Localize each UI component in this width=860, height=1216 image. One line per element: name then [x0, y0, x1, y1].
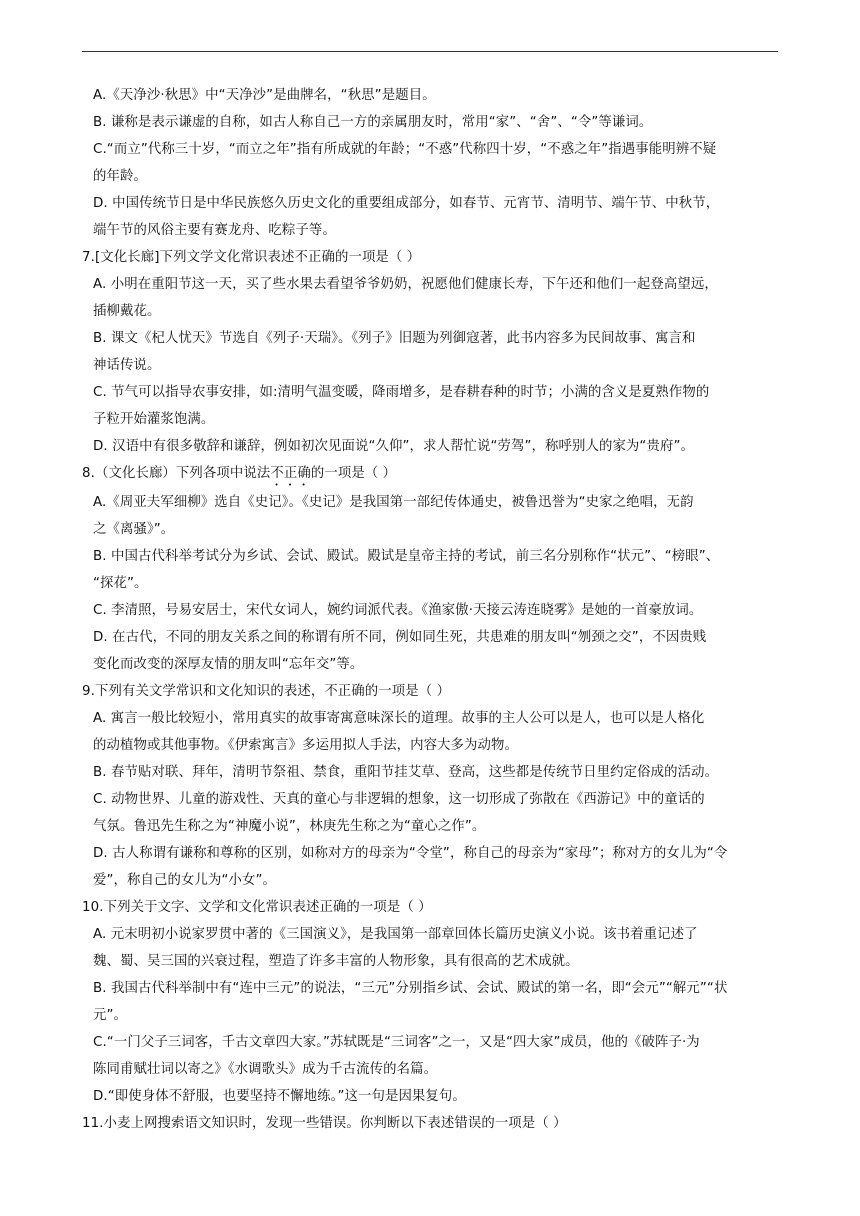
option-continuation: 神话传说。: [93, 358, 161, 373]
answer-option: A. 小明在重阳节这一天，买了些水果去看望爷爷奶奶，祝愿他们健康长寿，下午还和他们一起登高望远，: [93, 277, 718, 292]
option-continuation: 魏、蜀、吴三国的兴衰过程，塑造了许多丰富的人物形象，具有很高的艺术成就。: [93, 954, 579, 969]
question-text: 的一项是（ ）: [310, 466, 397, 481]
question-stem: [82, 460, 782, 489]
option-continuation: 之《离骚》”。: [93, 522, 175, 537]
answer-option: A.《天净沙·秋思》中“天净沙”是曲牌名，“秋思”是题目。: [93, 88, 436, 103]
document-body: [82, 82, 782, 1137]
answer-option: A. 寓言一般比较短小，常用真实的故事寄寓意味深长的道理。故事的主人公可以是人，也可以是人格化: [93, 711, 705, 726]
answer-option: B. 课文《杞人忧天》节选自《列子·天瑞》。《列子》旧题为列御寇著，此书内容多为民间故事、寓言和: [93, 331, 696, 346]
answer-option: A. 元末明初小说家罗贯中著的《三国演义》，是我国第一部章回体长篇历史演义小说。该书着重记述了: [93, 927, 698, 942]
answer-option: D.“即使身体不舒服，也要坚持不懈地练。”这一句是因果复句。: [93, 1089, 466, 1104]
option-continuation: 端午节的风俗主要有赛龙舟、吃粽子等。: [93, 223, 336, 238]
option-continuation: 陈同甫赋壮词以寄之》《水调歌头》成为千古流传的名篇。: [93, 1062, 438, 1077]
answer-option: D. 汉语中有很多敬辞和谦辞，例如初次见面说“久仰”，求人帮忙说“劳驾”，称呼别人的家为“贵府”。: [93, 439, 694, 454]
answer-option: A.《周亚夫军细柳》选自《史记》。《史记》是我国第一部纪传体通史，被鲁迅誉为“史家之绝唱，无韵: [93, 495, 694, 510]
option-continuation: 的年龄。: [93, 169, 147, 184]
answer-option: B. 谦称是表示谦虚的自称，如古人称自己一方的亲属朋友时，常用“家”、“舍”、“令”等谦词。: [93, 115, 653, 130]
option-continuation: 气氛。鲁迅先生称之为“神魔小说”，林庚先生称之为“童心之作”。: [93, 819, 486, 834]
option-continuation: 的动植物或其他事物。《伊索寓言》多运用拟人手法，内容大多为动物。: [93, 738, 518, 753]
answer-option: C. 节气可以指导农事安排，如:清明气温变暖，降雨增多，是春耕春种的时节；小满的含义是夏熟作物的: [93, 385, 710, 400]
answer-option: D. 中国传统节日是中华民族悠久历史文化的重要组成部分，如春节、元宵节、清明节、端午节、中秋节，: [93, 196, 720, 211]
question-text: 8.（文化长廊）下列各项中说法: [82, 466, 271, 481]
answer-option: B. 春节贴对联、拜年，清明节祭祖、禁食，重阳节挂艾草、登高，这些都是传统节日里约定俗成的活动。: [93, 765, 719, 780]
question-stem: 11.小麦上网搜索语文知识时，发现一些错误。你判断以下表述错误的一项是（ ）: [82, 1116, 567, 1131]
option-continuation: 爱”，称自己的女儿为“小女”。: [93, 873, 276, 888]
answer-option: C.“一门父子三词客，千古文章四大家。”苏轼既是“三词客”之一，又是“四大家”成员，他的《破阵子·为: [93, 1035, 700, 1050]
answer-option: D. 古人称谓有谦称和尊称的区别，如称对方的母亲为“令堂”，称自己的母亲为“家母”；称对方的女儿为“令: [93, 846, 728, 861]
header-rule: [82, 51, 778, 52]
answer-option: C. 动物世界、儿童的游戏性、天真的童心与非逻辑的想象，这一切形成了弥散在《西游记》中的童话的: [93, 792, 705, 807]
emphasis-text: 不正确: [270, 466, 311, 481]
option-continuation: 子粒开始灌浆饱满。: [93, 412, 215, 427]
answer-option: B. 中国古代科举考试分为乡试、会试、殿试。殿试是皇帝主持的考试，前三名分别称作“状元”、“榜眼”、: [93, 549, 720, 564]
answer-option: B. 我国古代科举制中有“连中三元”的说法，“三元”分别指乡试、会试、殿试的第一名，即“会元”“解元”“状: [93, 981, 728, 996]
answer-option: C.“而立”代称三十岁，“而立之年”指有所成就的年龄；“不惑”代称四十岁，“不惑之年”指遇事能明辨不疑: [93, 142, 717, 157]
answer-option: C. 李清照，号易安居士，宋代女词人，婉约词派代表。《渔家傲·天接云涛连晓雾》是她的一首豪放词。: [93, 603, 703, 618]
option-continuation: 元”。: [93, 1008, 128, 1023]
question-stem: 10.下列关于文字、文学和文化常识表述正确的一项是（ ）: [82, 900, 432, 915]
question-stem: 9.下列有关文学常识和文化知识的表述，不正确的一项是（ ）: [82, 684, 451, 699]
answer-option: D. 在古代，不同的朋友关系之间的称谓有所不同，例如同生死，共患难的朋友叫“刎颈之交”，不因贵贱: [93, 630, 707, 645]
option-continuation: 插柳戴花。: [93, 304, 161, 319]
option-continuation: “探花”。: [93, 576, 148, 591]
question-stem: 7.[文化长廊]下列文学文化常识表述不正确的一项是（ ）: [82, 250, 421, 265]
option-continuation: 变化而改变的深厚友情的朋友叫“忘年交”等。: [93, 657, 364, 672]
